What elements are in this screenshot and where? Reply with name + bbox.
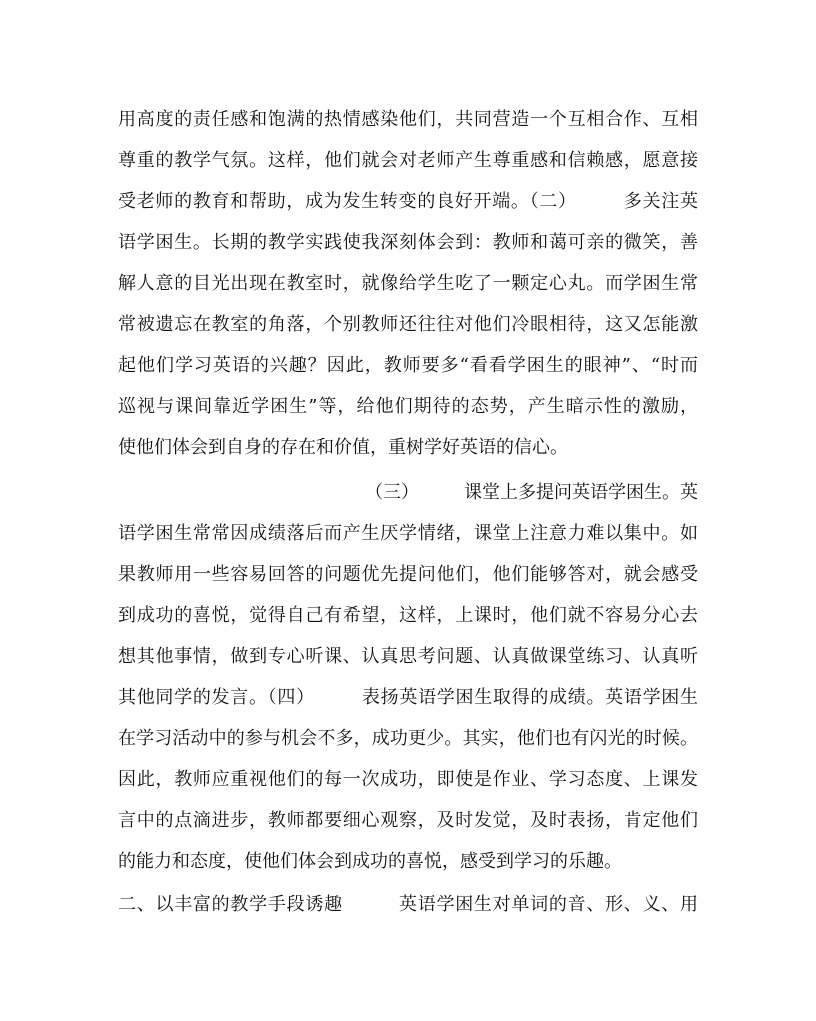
text-line: 巡视与课间靠近学困生”等，给他们期待的态势，产生暗示性的激励， [118,396,698,417]
text-line: 的能力和态度，使他们体会到成功的喜悦，感受到学习的乐趣。 [118,851,622,872]
text-line: 到成功的喜悦，觉得自己有希望，这样，上课时，他们就不容易分心去 [118,605,698,626]
text-line: 因此，教师应重视他们的每一次成功，即使是作业、学习态度、上课发 [118,769,698,790]
text-line: 语学困生常常因成绩落后而产生厌学情绪，课堂上注意力难以集中。如 [118,523,698,544]
text-line: 想其他事情，做到专心听课、认真思考问题、认真做课堂练习、认真听 [118,646,698,667]
text-line: 受老师的教育和帮助，成为发生转变的良好开端。（二） 多关注英 [118,191,698,212]
text-line: 常被遗忘在教室的角落，个别教师还往往对他们冷眼相待，这又怎能激 [118,314,698,335]
text-line: 解人意的目光出现在教室时，就像给学生吃了一颗定心丸。而学困生常 [118,273,698,294]
text-line: （三） 课堂上多提问英语学困生。英 [365,482,698,503]
text-line: 尊重的教学气氛。这样，他们就会对老师产生尊重感和信赖感，愿意接 [118,150,698,171]
text-line: 用高度的责任感和饱满的热情感染他们，共同营造一个互相合作、互相 [118,109,698,130]
text-line: 二、以丰富的教学手段诱趣 英语学困生对单词的音、形、义、用 [118,894,698,915]
text-line: 语学困生。长期的教学实践使我深刻体会到：教师和蔼可亲的微笑，善 [118,232,698,253]
text-line: 其他同学的发言。（四） 表扬英语学困生取得的成绩。英语学困生 [118,687,698,708]
text-line: 起他们学习英语的兴趣？因此，教师要多“看看学困生的眼神”、“时而 [118,355,698,376]
text-line: 果教师用一些容易回答的问题优先提问他们，他们能够答对，就会感受 [118,564,698,585]
text-line: 使他们体会到自身的存在和价值，重树学好英语的信心。 [118,437,568,458]
text-line: 在学习活动中的参与机会不多，成功更少。其实，他们也有闪光的时候。 [118,728,698,749]
text-line: 言中的点滴进步，教师都要细心观察，及时发觉，及时表扬，肯定他们 [118,810,698,831]
